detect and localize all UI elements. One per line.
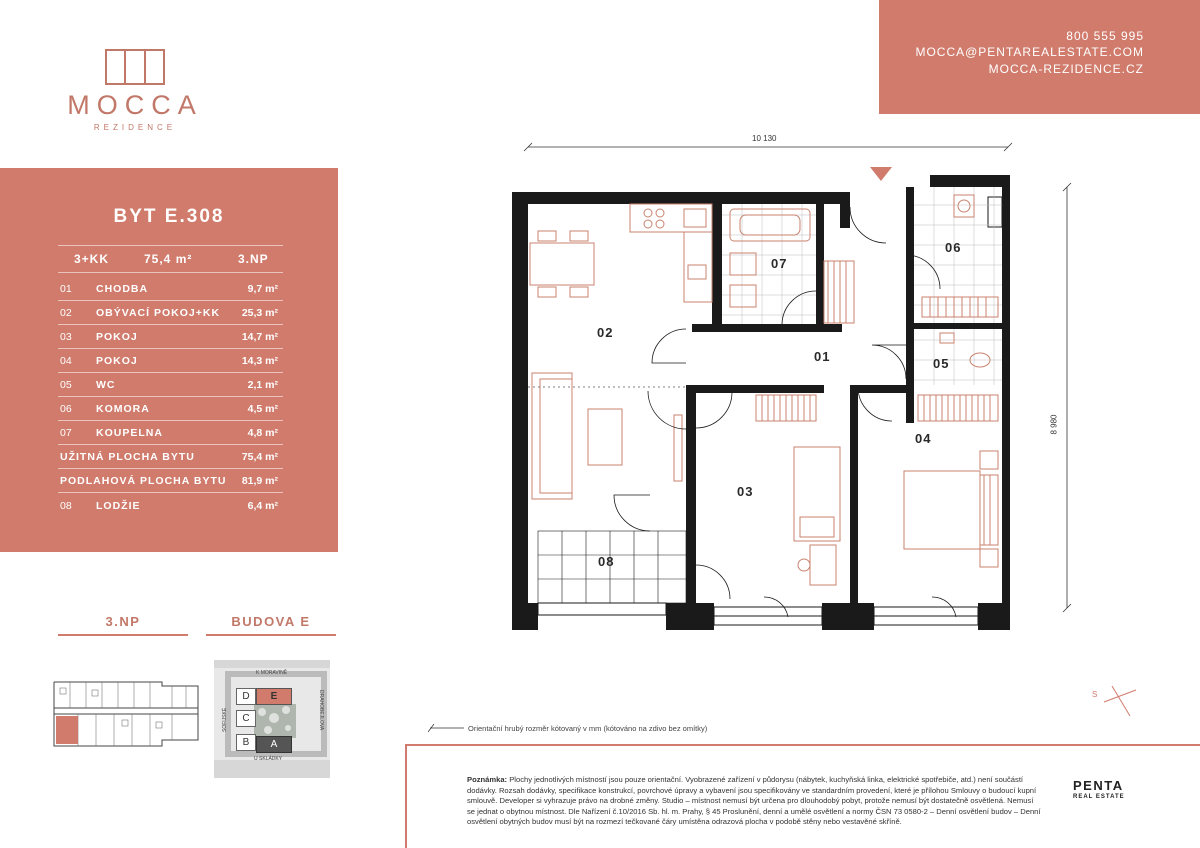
room-label-03: 03 — [737, 484, 754, 499]
logo-mark — [105, 49, 165, 85]
room-row: 03 POKOJ 14,7 m² — [60, 331, 278, 343]
usable-area-row: UŽITNÁ PLOCHA BYTU 75,4 m² — [60, 451, 278, 463]
developer-name: PENTA — [1073, 778, 1124, 793]
building-keyplan-label: BUDOVA E — [231, 614, 311, 629]
floor-area-row: PODLAHOVÁ PLOCHA BYTU 81,9 m² — [60, 475, 278, 487]
contact-web[interactable]: MOCCA-REZIDENCE.CZ — [988, 62, 1144, 76]
contact-email[interactable]: MOCCA@PENTAREALESTATE.COM — [915, 45, 1144, 59]
north-label: S — [1092, 690, 1098, 699]
dim-height: 8 980 — [1049, 414, 1059, 435]
brand-sub: REZIDENCE — [93, 123, 177, 132]
room-row: 02 OBÝVACÍ POKOJ+KK 25,3 m² — [60, 307, 278, 319]
highlighted-unit — [56, 716, 78, 744]
building-b: B — [236, 734, 256, 751]
brand-logo — [50, 45, 220, 140]
unit-layout: 3+KK — [74, 252, 110, 266]
street-label: U SKLÁDKY — [254, 756, 283, 762]
building-d: D — [236, 688, 256, 705]
room-label-02: 02 — [597, 325, 614, 340]
room-label-01: 01 — [814, 349, 831, 364]
room-label-06: 06 — [945, 240, 962, 255]
floor-plan — [500, 125, 1100, 635]
loggia-row: 08 LODŽIE 6,4 m² — [60, 500, 278, 512]
dimension-note: Orientační hrubý rozměr kótovaný v mm (kótováno na zdivo bez omítky) — [468, 724, 708, 733]
dimension-symbol-icon — [428, 722, 466, 734]
building-e-highlight: E — [256, 688, 292, 705]
contact-box — [879, 0, 1200, 114]
unit-title: BYT E.308 — [113, 206, 225, 227]
brand-name: MOCCA — [67, 90, 203, 120]
unit-info-panel — [0, 168, 338, 552]
site-keyplan — [214, 660, 330, 778]
room-row: 07 KOUPELNA 4,8 m² — [60, 427, 278, 439]
developer-logo — [1073, 778, 1148, 800]
floor-keyplan — [52, 676, 200, 748]
room-label-05: 05 — [933, 356, 950, 371]
unit-area: 75,4 m² — [144, 252, 193, 266]
room-row: 01 CHODBA 9,7 m² — [60, 283, 278, 295]
unit-floor: 3.NP — [238, 252, 269, 266]
room-label-08: 08 — [598, 554, 615, 569]
developer-sub: REAL ESTATE — [1073, 794, 1125, 800]
room-row: 04 POKOJ 14,3 m² — [60, 355, 278, 367]
contact-phone[interactable]: 800 555 995 — [1066, 29, 1144, 43]
disclaimer-text: Poznámka: Plochy jednotlivých místností jsou pouze orientační. Vyobrazené zařízení v půdorysu (nábytek, kuchyňská linka, elektrické spotřebiče, atd.) není součástí dodávky. Rozsah dodávky, specifikace konstrukcí, povrchové úpravy a vybavení jsou specifikovány ve standardním provedení, které je přílohou Smlouvy o budoucí kupní smlouvě. Developer si vyhrazuje právo na drobné změny. Studio – místnost nemusí být určena pro dlouhodobý pobyt, protože nemusí být dostatečně osvětlená. Nemusí se jednat o obytnou místnost. Dle Nařízení č.10/2016 Sb. hl. m. Prahy, § 45 Proslunění, denní a umělé osvětlení a normy ČSN 73 0580-2 – Denní osvětlení budov – Denní osvětlení obytných budov musí být na rozmezí tečkované čáry umístěna odrazová plocha v podobě stěny nebo vestavěné skříně. — [467, 775, 1041, 827]
room-row: 06 KOMORA 4,5 m² — [60, 403, 278, 415]
room-label-04: 04 — [915, 431, 932, 446]
building-a: A — [256, 736, 292, 753]
street-label: SOFIJSKÉ — [222, 707, 228, 732]
street-label: K MORAVINĚ — [256, 670, 288, 676]
north-arrow-icon — [1090, 682, 1140, 718]
street-label: DRAHOBEJLOVA — [318, 690, 324, 731]
floor-keyplan-label: 3.NP — [105, 614, 141, 629]
room-label-07: 07 — [771, 256, 788, 271]
room-row: 05 WC 2,1 m² — [60, 379, 278, 391]
dim-width: 10 130 — [752, 134, 777, 143]
building-c: C — [236, 710, 256, 727]
